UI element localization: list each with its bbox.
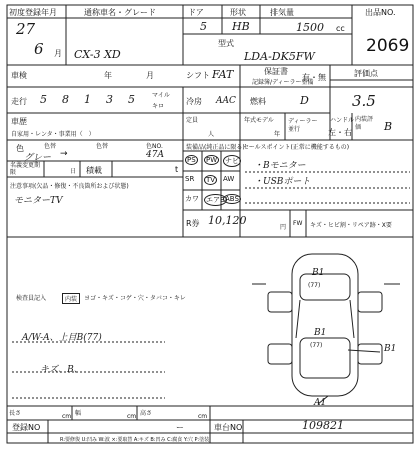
history-sub: 自家用・レンタ・事業用（ ） xyxy=(11,131,95,138)
mileage-digit: 3 xyxy=(106,93,113,106)
footer-legend: R:要修復 U:凹み W:波 ×:要取替 A:キズ B:凹み C:腐食 Y:穴 P:塗装 xyxy=(60,437,210,443)
inspector-checks: ヨゴ・キズ・コゲ・穴・タバコ・キレ xyxy=(84,295,186,302)
date-label: 日 xyxy=(70,168,77,175)
steering-label: ハンドル xyxy=(330,117,355,124)
mileage-digit: 5 xyxy=(128,93,135,106)
history-label: 車歴 xyxy=(11,117,27,126)
sales-point-1: ・Bモニター xyxy=(254,161,306,171)
notes-value: モニターTV xyxy=(14,196,63,206)
diagram-mark-3: B1 xyxy=(384,344,397,354)
car-damage-diagram xyxy=(240,240,410,406)
tax-label: 年式モデル xyxy=(244,117,274,124)
displacement-value: 1500 xyxy=(296,21,324,34)
color-no-label: 色NO. xyxy=(146,143,163,150)
inspector-line-1: A/W-A、上目B(77) xyxy=(22,333,102,343)
inspector-line-2: キズ、B、 xyxy=(40,365,83,375)
diagram-mark-1: B1 xyxy=(312,268,325,278)
color-no-value: 47A xyxy=(146,150,164,160)
length-unit: cm xyxy=(62,413,72,420)
sales-points-label: セールスポイント(正常に機能するもの) xyxy=(243,144,350,151)
mileage-unit-top: マイル xyxy=(152,92,170,99)
r-label: R券 xyxy=(186,219,200,228)
reg-no-dash: ー xyxy=(176,423,184,432)
first-reg-label: 初度登録年月 xyxy=(9,8,57,17)
shape-label: 形状 xyxy=(230,8,246,17)
fw-label: FW xyxy=(293,220,303,227)
inspector-label: 検査員記入 xyxy=(16,295,47,302)
model-code-value: LDA-DK5FW xyxy=(244,50,315,63)
height-unit: cm xyxy=(198,413,208,420)
r-value: 10,120 xyxy=(208,214,247,227)
shape-value: HB xyxy=(232,20,250,33)
equipment-item: PS xyxy=(187,156,196,164)
height-label: 高さ xyxy=(140,410,153,417)
fuel-label: 燃料 xyxy=(250,97,266,106)
lot-no-label: 出品NO. xyxy=(365,8,396,17)
width-label: 幅 xyxy=(75,410,82,417)
score-label: 評価点 xyxy=(354,69,378,78)
month-unit: 月 xyxy=(54,49,62,58)
warranty-sub: 記録簿/ディーラー整備 xyxy=(252,79,314,86)
equipment-item: PW xyxy=(206,156,218,164)
ac-value: AAC xyxy=(216,96,236,106)
length-label: 長さ xyxy=(9,410,22,417)
mileage-digit: 1 xyxy=(84,93,91,106)
diagram-mark-2-sub: (77) xyxy=(310,342,323,349)
fuel-value: D xyxy=(300,94,309,107)
capacity-label: 定員 xyxy=(186,117,199,124)
equipment-item: エアB xyxy=(206,196,225,204)
original-color-label: 色替 xyxy=(96,143,109,150)
first-reg-month: 6 xyxy=(34,40,44,58)
model-name-value: CX-3 XD xyxy=(74,48,121,61)
diagram-mark-4: A1 xyxy=(314,398,327,408)
chassis-value: 109821 xyxy=(302,419,344,432)
width-unit: cm xyxy=(127,413,137,420)
inspector-interior-label: 内装 xyxy=(62,293,80,304)
diagram-mark-1-sub: (77) xyxy=(308,282,321,289)
loading-label: 積載 xyxy=(86,166,102,175)
score-value: 3.5 xyxy=(352,92,376,110)
color-value: グレー xyxy=(24,153,52,163)
interior-label: 内装評価 xyxy=(355,116,374,131)
loading-unit: t xyxy=(175,165,179,174)
equipment-item: ナビ xyxy=(225,157,239,165)
steering-opts: 左・右 xyxy=(328,128,352,137)
diagram-mark-2: B1 xyxy=(314,328,327,338)
equipment-item: AW xyxy=(223,175,235,183)
equipment-item: SR xyxy=(185,175,195,183)
inspection-year-unit: 年 xyxy=(104,71,112,80)
ac-label: 冷房 xyxy=(186,97,202,106)
chassis-label: 車台NO xyxy=(214,423,243,432)
doors-value: 5 xyxy=(200,20,207,33)
color-label: 色 xyxy=(16,144,24,153)
equipment-item: TV xyxy=(206,176,216,184)
name-change-label: 名義変更期限 xyxy=(10,162,41,176)
inspection-month-unit: 月 xyxy=(146,71,154,80)
equipment-item: カワ xyxy=(185,195,199,203)
color-sub: 色替 xyxy=(44,143,57,150)
r-unit: 円 xyxy=(280,224,287,231)
model-name-label: 通称車名・グレード xyxy=(84,8,156,17)
mileage-unit-bottom: キロ xyxy=(152,103,165,110)
type-label: 型式 xyxy=(218,39,234,48)
mileage-digit: 5 xyxy=(40,93,47,106)
interior-score: B xyxy=(384,120,393,133)
cc-unit: cc xyxy=(336,24,345,33)
equipment-item: ABS xyxy=(225,195,239,203)
warranty-opts: 有・無 xyxy=(302,73,326,82)
doors-label: ドア xyxy=(188,8,204,17)
lot-number: 2069 xyxy=(366,36,410,56)
reg-no-label: 登録NO xyxy=(12,423,41,432)
mileage-label: 走行 xyxy=(11,97,27,106)
sales-point-2: ・USBポート xyxy=(254,177,311,187)
capacity-unit: 人 xyxy=(208,131,215,138)
displacement-label: 排気量 xyxy=(270,8,294,17)
damage-legend: キズ・ヒビ割・リペア跡・X要 xyxy=(310,222,392,229)
arrow-icon: → xyxy=(60,149,68,159)
mileage-digit: 8 xyxy=(62,93,69,106)
tax-unit: 年 xyxy=(274,131,281,138)
inspection-label: 車検 xyxy=(11,71,27,80)
warranty-label: 保証書 xyxy=(264,67,288,76)
first-reg-year: 27 xyxy=(16,20,36,38)
dealer-label: ディーラー並行 xyxy=(288,118,318,133)
equipment-label: 装備品(純正品に限る) xyxy=(186,144,245,151)
notes-label: 注意事項(欠品・修復・不良箇所および状態) xyxy=(10,183,129,190)
shift-label: シフト xyxy=(186,71,210,80)
shift-value: FAT xyxy=(212,68,234,81)
